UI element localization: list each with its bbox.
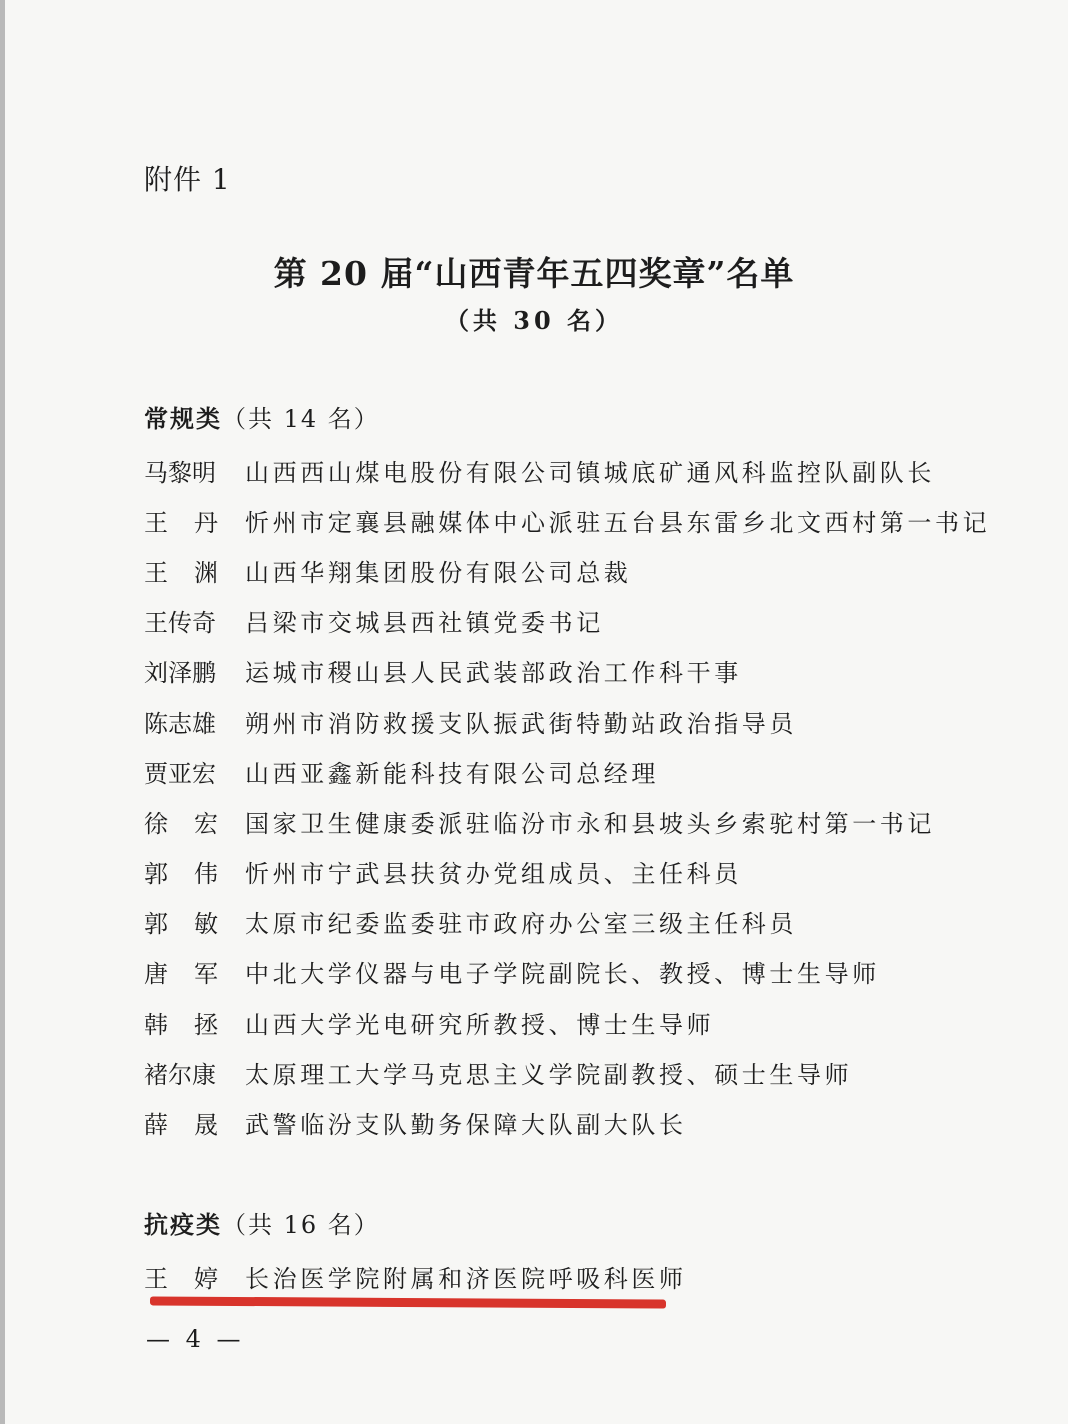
awardee-description: 吕梁市交城县西社镇党委书记 — [245, 609, 604, 638]
list-item — [144, 646, 990, 696]
awardee-name: 韩 拯 — [144, 1010, 218, 1039]
section-heading-name: 抗疫类 — [144, 1210, 222, 1239]
awardee-name: 褚尔康 — [144, 1060, 216, 1089]
awardee-description: 长治医学院附属和济医院呼吸科医师 — [245, 1264, 687, 1293]
page-number: — 4 — — [146, 1325, 245, 1353]
awardee-name: 郭 敏 — [144, 910, 218, 939]
attachment-label: 附件 1 — [144, 163, 231, 196]
awardee-name: 陈志雄 — [144, 709, 216, 738]
section-heading-name: 常规类 — [144, 404, 222, 433]
awardee-name: 刘泽鹏 — [144, 659, 216, 688]
awardee-description: 山西亚鑫新能科技有限公司总经理 — [245, 759, 659, 788]
awardee-name: 唐 军 — [144, 960, 218, 989]
list-item — [144, 746, 990, 796]
list-item — [144, 596, 990, 646]
red-underline-annotation — [150, 1296, 666, 1308]
awardee-name: 薛 晟 — [144, 1111, 218, 1140]
list-item — [144, 847, 990, 897]
list-item — [144, 1097, 990, 1147]
awardee-description: 朔州市消防救援支队振武街特勤站政治指导员 — [245, 709, 797, 738]
list-item — [144, 796, 990, 846]
awardee-description: 运城市稷山县人民武装部政治工作科干事 — [245, 659, 742, 688]
document-title: 第 20 届“山西青年五四奖章”名单 — [273, 254, 795, 293]
awardee-description: 山西华翔集团股份有限公司总裁 — [245, 558, 632, 587]
awardee-description: 忻州市宁武县扶贫办党组成员、主任科员 — [245, 860, 742, 889]
list-item — [144, 445, 990, 495]
awardee-description: 国家卫生健康委派驻临汾市永和县坡头乡索驼村第一书记 — [245, 809, 935, 838]
awardee-description: 忻州市定襄县融媒体中心派驻五台县东雷乡北文西村第一书记 — [245, 508, 991, 537]
list-item — [144, 545, 990, 595]
awardee-description: 武警临汾支队勤务保障大队副大队长 — [245, 1111, 687, 1140]
list-item — [144, 495, 990, 545]
list-item — [144, 1047, 990, 1097]
document-subtitle: （共 30 名） — [444, 306, 624, 335]
awardee-name: 徐 宏 — [144, 809, 218, 838]
awardee-description: 太原市纪委监委驻市政府办公室三级主任科员 — [245, 910, 797, 939]
awardee-name: 郭 伟 — [144, 860, 218, 889]
awardee-description: 中北大学仪器与电子学院副院长、教授、博士生导师 — [245, 960, 880, 989]
section-heading-epidemic — [144, 1208, 380, 1242]
list-item — [144, 897, 990, 947]
section-heading-count: （共 16 名） — [222, 1211, 380, 1239]
list-item — [144, 696, 990, 746]
section-heading-regular — [144, 402, 380, 436]
awardee-name: 马黎明 — [144, 458, 216, 487]
awardee-name: 王 渊 — [144, 558, 218, 587]
award-list-epidemic — [144, 1251, 687, 1301]
awardee-name: 王传奇 — [144, 609, 216, 638]
awardee-description: 山西大学光电研究所教授、博士生导师 — [245, 1010, 715, 1039]
list-item — [144, 997, 990, 1047]
awardee-description: 山西西山煤电股份有限公司镇城底矿通风科监控队副队长 — [245, 458, 935, 487]
awardee-description: 太原理工大学马克思主义学院副教授、硕士生导师 — [245, 1060, 853, 1089]
section-heading-count: （共 14 名） — [222, 405, 380, 433]
page-edge-shadow — [0, 0, 5, 1424]
awardee-name: 王 婷 — [144, 1264, 218, 1293]
awardee-name: 王 丹 — [144, 508, 218, 537]
awardee-name: 贾亚宏 — [144, 759, 216, 788]
list-item — [144, 1251, 687, 1301]
award-list-regular — [144, 445, 990, 1148]
list-item — [144, 947, 990, 997]
